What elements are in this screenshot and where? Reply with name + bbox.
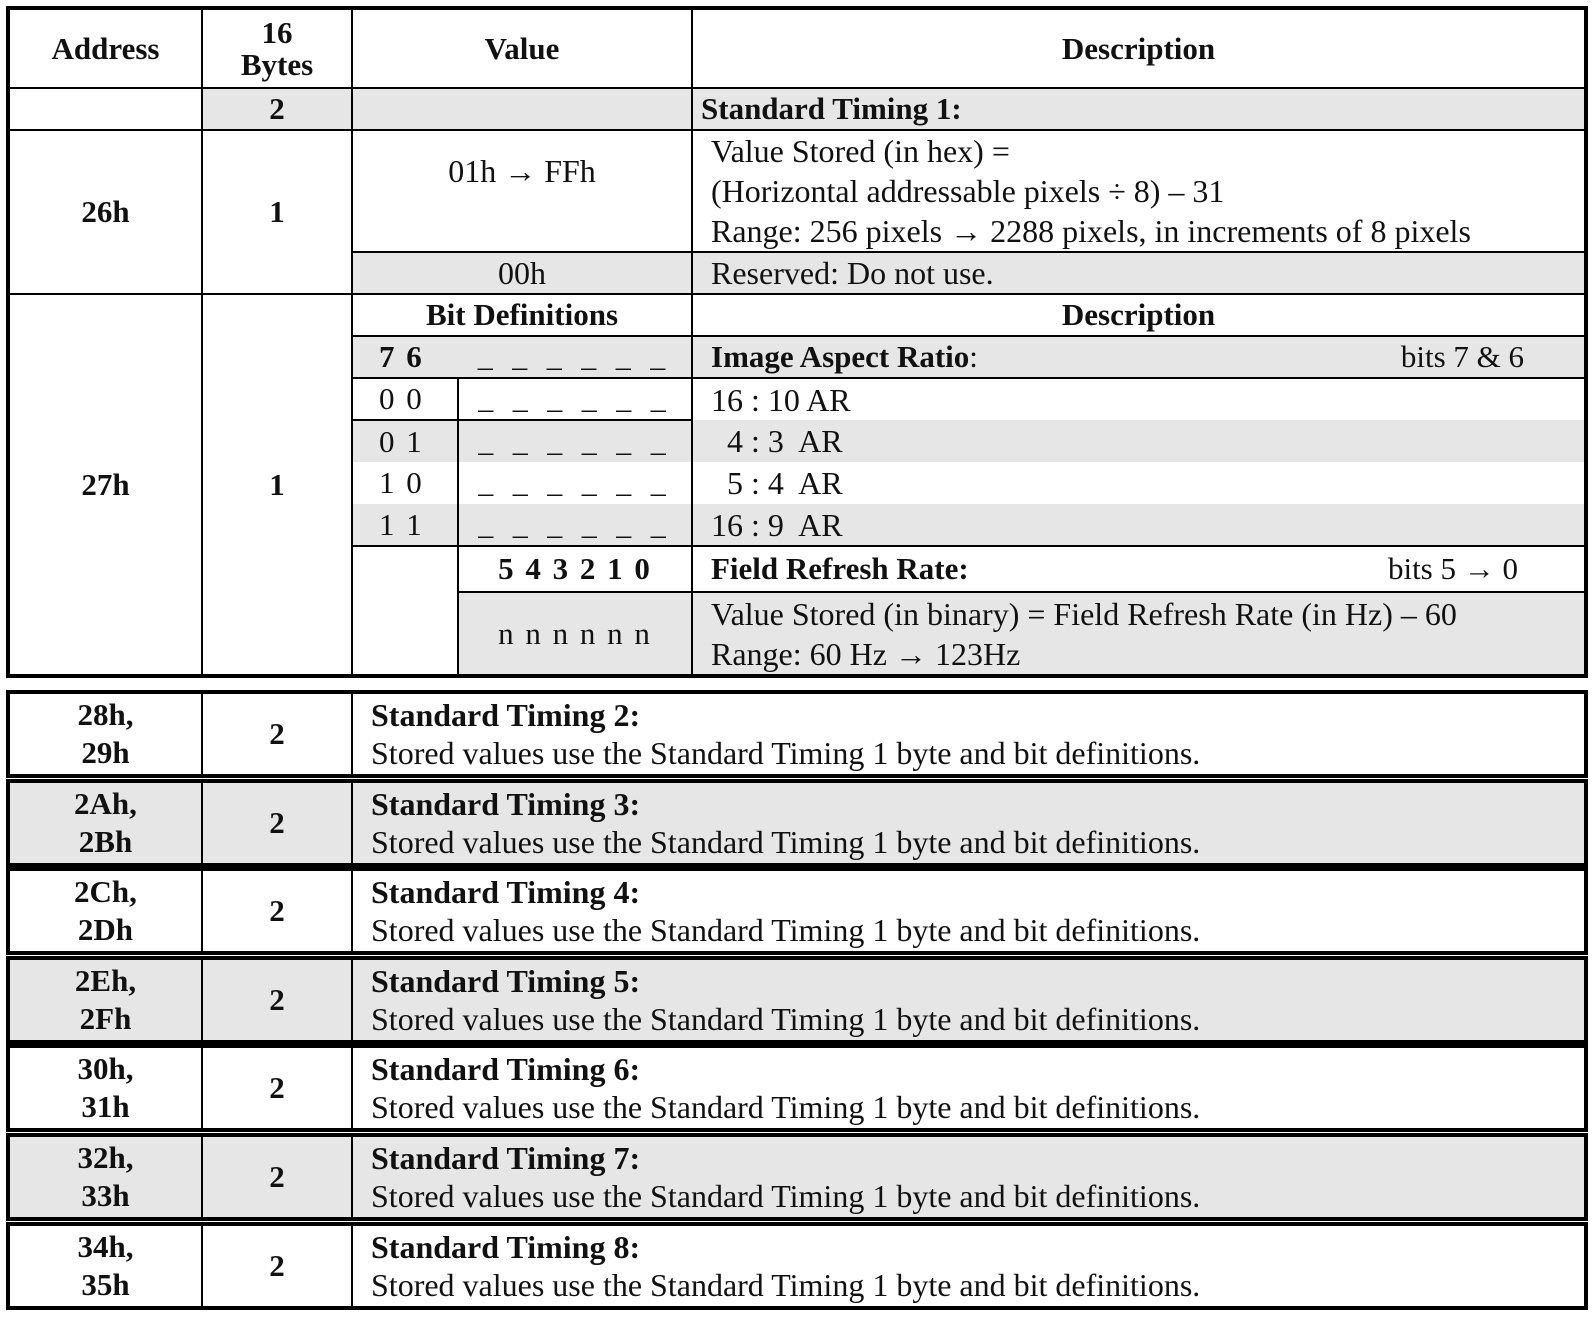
timing-address: [8, 781, 202, 865]
byte-26-value-range: 01h → FFh: [352, 130, 692, 252]
refresh-heading: [692, 546, 1586, 592]
timing-title: Standard Timing 6:: [371, 1051, 641, 1087]
timing-address-line1: 2Ah,: [74, 786, 137, 821]
standard-timing-row: [6, 779, 1588, 867]
header-address: Address: [8, 8, 202, 88]
aspect-row-desc: 4 : 3 AR: [692, 420, 1586, 462]
byte-26-desc-line1: Value Stored (in hex) =: [711, 133, 1010, 169]
bit-description-header: Description: [692, 294, 1586, 336]
refresh-bitrange: bits 5 → 0: [1387, 551, 1518, 586]
timing-bytes: 2: [202, 692, 352, 776]
section-bytes: 2: [202, 88, 352, 130]
timing-address: [8, 1224, 202, 1308]
aspect-row-desc: 5 : 4 AR: [692, 462, 1586, 504]
timing-title: Standard Timing 3:: [371, 786, 641, 822]
timing-text: Stored values use the Standard Timing 1 byte and bit definitions.: [371, 912, 1201, 948]
timing-description: [352, 692, 1586, 776]
standard-timing-row: [6, 690, 1588, 778]
byte-26-address: 26h: [8, 130, 202, 294]
standard-timing-row: [6, 956, 1588, 1044]
aspect-row-dashes: _ _ _ _ _ _: [458, 504, 692, 546]
timing-bytes: 2: [202, 1046, 352, 1130]
timing-description: [352, 1224, 1586, 1308]
refresh-desc-line1: Value Stored (in binary) = Field Refresh Rate (in Hz) – 60: [711, 595, 1457, 632]
byte-26-desc-line2: (Horizontal addressable pixels ÷ 8) – 31: [711, 173, 1225, 209]
section-row: [8, 88, 1586, 130]
timing-address: [8, 1135, 202, 1219]
standard-timing-row: [6, 1222, 1588, 1310]
aspect-row-bits: 0 1: [352, 420, 458, 462]
timing-title: Standard Timing 8:: [371, 1229, 641, 1265]
timing-address-line2: 29h: [81, 735, 130, 770]
timing-address: [8, 869, 202, 953]
timing-address: [8, 958, 202, 1042]
timing-text: Stored values use the Standard Timing 1 byte and bit definitions.: [371, 735, 1201, 771]
byte-26-desc-line3: Range: 256 pixels → 2288 pixels, in increments of 8 pixels: [711, 213, 1471, 249]
timing-description: [352, 869, 1586, 953]
header-row: [8, 8, 1586, 88]
standard-timing-row: [6, 1044, 1588, 1132]
timing-title: Standard Timing 7:: [371, 1140, 641, 1176]
timing-text: Stored values use the Standard Timing 1 byte and bit definitions.: [371, 1267, 1201, 1303]
timing-bytes: 2: [202, 1224, 352, 1308]
aspect-row-dashes: _ _ _ _ _ _: [458, 420, 692, 462]
timing-description: [352, 1046, 1586, 1130]
aspect-bits: 7 6: [352, 336, 458, 378]
timing-address-line2: 31h: [81, 1089, 130, 1124]
bit-definitions-header: Bit Definitions: [352, 294, 692, 336]
refresh-blank-cell: [352, 546, 458, 676]
byte-26-bytes: 1: [202, 130, 352, 294]
timing-bytes: 2: [202, 958, 352, 1042]
refresh-desc-line2: Range: 60 Hz → 123Hz: [711, 635, 1021, 672]
aspect-row-desc: 16 : 10 AR: [692, 378, 1586, 420]
aspect-ratio-bitrange: bits 7 & 6: [1400, 339, 1524, 374]
timing-address-line2: 35h: [81, 1267, 130, 1302]
aspect-row-dashes: _ _ _ _ _ _: [458, 462, 692, 504]
standard-timing-row: [6, 867, 1588, 955]
aspect-row-bits: 0 0: [352, 378, 458, 420]
timing-address-line1: 32h,: [77, 1140, 134, 1175]
timing-description: [352, 1135, 1586, 1219]
aspect-ratio-colon: :: [969, 339, 978, 374]
timing-bytes: 2: [202, 781, 352, 865]
byte-27-address: 27h: [8, 294, 202, 676]
timing-address-line1: 28h,: [77, 697, 134, 732]
timing-address: [8, 692, 202, 776]
section-value-blank: [352, 88, 692, 130]
refresh-description: [692, 592, 1586, 676]
byte-26-reserved-desc: Reserved: Do not use.: [692, 252, 1586, 294]
timing-text: Stored values use the Standard Timing 1 byte and bit definitions.: [371, 1001, 1201, 1037]
header-value: Value: [352, 8, 692, 88]
aspect-row-bits: 1 0: [352, 462, 458, 504]
timing-address-line1: 34h,: [77, 1229, 134, 1264]
refresh-bits: 5 4 3 2 1 0: [458, 546, 692, 592]
refresh-title: Field Refresh Rate:: [711, 551, 969, 586]
timing-text: Stored values use the Standard Timing 1 byte and bit definitions.: [371, 824, 1201, 860]
timing-title: Standard Timing 2:: [371, 697, 641, 733]
standard-timing-row: [6, 1133, 1588, 1221]
timing-text: Stored values use the Standard Timing 1 byte and bit definitions.: [371, 1178, 1201, 1214]
refresh-n-bits: n n n n n n: [458, 592, 692, 676]
timing-title: Standard Timing 4:: [371, 874, 641, 910]
header-description: Description: [692, 8, 1586, 88]
aspect-ratio-title: Image Aspect Ratio: [711, 339, 970, 374]
timing-address-line2: 2Dh: [77, 912, 134, 947]
timing-description: [352, 958, 1586, 1042]
aspect-dashes: _ _ _ _ _ _: [458, 336, 692, 378]
timing-address-line1: 30h,: [77, 1051, 134, 1086]
timing-address-line1: 2Eh,: [74, 963, 137, 998]
byte-26-row: [8, 130, 1586, 252]
section-title: Standard Timing 1:: [692, 88, 1586, 130]
byte-27-bytes: 1: [202, 294, 352, 676]
byte-26-reserved-value: 00h: [352, 252, 692, 294]
aspect-row-dashes: _ _ _ _ _ _: [458, 378, 692, 420]
header-bytes-line2: Bytes: [240, 46, 314, 82]
timing-address-line2: 2Fh: [79, 1001, 132, 1036]
timing-text: Stored values use the Standard Timing 1 byte and bit definitions.: [371, 1089, 1201, 1125]
timing-bytes: 2: [202, 869, 352, 953]
timing-address: [8, 1046, 202, 1130]
header-bytes: [202, 8, 352, 88]
aspect-row-bits: 1 1: [352, 504, 458, 546]
standard-timing-1-table: [6, 6, 1588, 678]
timing-description: [352, 781, 1586, 865]
timing-bytes: 2: [202, 1135, 352, 1219]
timing-address-line1: 2Ch,: [74, 874, 137, 909]
aspect-ratio-heading: [692, 336, 1586, 378]
byte-27-header-row: [8, 294, 1586, 336]
section-address-blank: [8, 88, 202, 130]
aspect-row-desc: 16 : 9 AR: [692, 504, 1586, 546]
timing-title: Standard Timing 5:: [371, 963, 641, 999]
header-bytes-line1: 16: [261, 14, 293, 50]
timing-address-line2: 2Bh: [78, 824, 133, 859]
timing-address-line2: 33h: [81, 1178, 130, 1213]
byte-26-description: [692, 130, 1586, 252]
